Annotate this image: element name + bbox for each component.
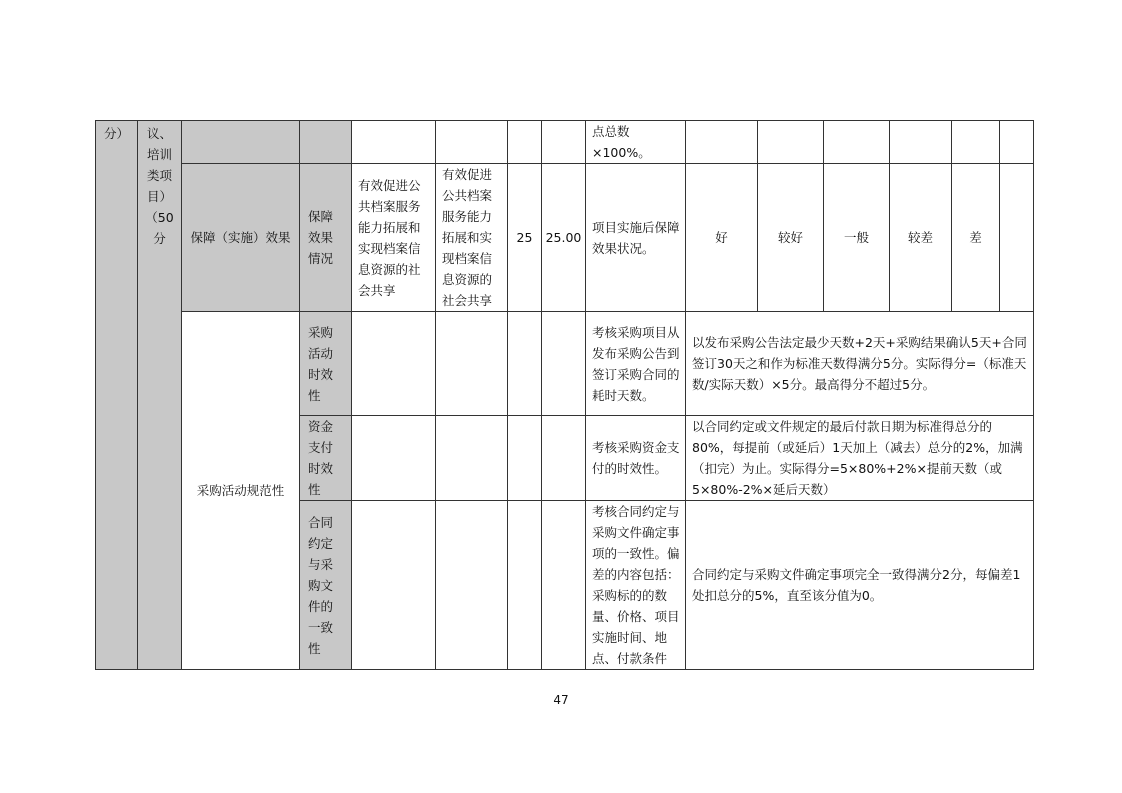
table-row — [96, 312, 1034, 416]
table-row — [96, 121, 1034, 164]
grade-cell — [824, 164, 890, 312]
target-cell — [352, 121, 436, 164]
level3-cell — [300, 312, 352, 416]
level3-label: 资金支付时效性 — [308, 419, 334, 497]
actual-cell — [436, 121, 508, 164]
criteria-cell — [686, 312, 1034, 416]
indicator-desc-cell — [586, 121, 686, 164]
weight-cell — [508, 121, 542, 164]
level2-cell — [182, 164, 300, 312]
criteria-cell — [686, 501, 1034, 670]
actual-text: 有效促进公共档案服务能力拓展和实现档案信息资源的社会共享 — [442, 167, 493, 308]
level3-label: 采购活动时效性 — [308, 324, 334, 403]
level3-cell — [300, 164, 352, 312]
level3-label: 合同约定与采购文件的一致性 — [308, 514, 334, 656]
level3-cell — [300, 501, 352, 670]
weight-cell — [508, 416, 542, 501]
evaluation-table — [95, 120, 1034, 670]
extra-cell — [1000, 121, 1034, 164]
criteria-text: 以合同约定或文件规定的最后付款日期为标准得总分的80%，每提前（或延后）1天加上（减去）总分的2%，加满（扣完）为止。实际得分=5×80%+2%×提前天数（或5×80%-2%×延后天数） — [692, 419, 1023, 497]
actual-cell — [436, 501, 508, 670]
score-cell — [542, 164, 586, 312]
grade-cell — [824, 121, 890, 164]
level1-label: 分） — [103, 126, 129, 141]
criteria-text: 以发布采购公告法定最少天数+2天+采购结果确认5天+合同签订30天之和作为标准天数得满分5分。实际得分=（标准天数/实际天数）×5分。最高得分不超过5分。 — [692, 335, 1027, 392]
level2-label: 保障（实施）效果 — [190, 230, 291, 245]
target-cell — [352, 501, 436, 670]
grade-label: 较差 — [907, 230, 933, 245]
grade-label: 差 — [969, 230, 982, 245]
indicator-desc-cell — [586, 164, 686, 312]
grade-cell — [686, 121, 758, 164]
grade-label: 较好 — [777, 230, 803, 245]
actual-cell — [436, 312, 508, 416]
indicator-desc: 考核合同约定与采购文件确定事项的一致性。偏差的内容包括：采购标的的数量、价格、项目实施时间、地点、付款条件 — [592, 504, 680, 666]
target-cell — [352, 164, 436, 312]
grade-cell — [890, 121, 952, 164]
extra-cell — [1000, 164, 1034, 312]
indicator-desc: 考核采购项目从发布采购公告到签订采购合同的耗时天数。 — [592, 324, 680, 403]
score-cell — [542, 121, 586, 164]
grade-cell — [952, 121, 1000, 164]
level3-cell — [300, 416, 352, 501]
score-cell — [542, 416, 586, 501]
page-number: 47 — [553, 693, 569, 707]
grade-label: 好 — [715, 230, 728, 245]
target-cell — [352, 312, 436, 416]
project-type-label: 议、培训类项目）（50分 — [145, 126, 174, 246]
grade-cell — [758, 121, 824, 164]
indicator-desc-cell — [586, 312, 686, 416]
score-cell — [542, 501, 586, 670]
criteria-cell — [686, 416, 1034, 501]
grade-cell — [890, 164, 952, 312]
grade-cell — [952, 164, 1000, 312]
level1-cell — [96, 121, 138, 670]
level3-label: 保障效果情况 — [308, 209, 334, 266]
indicator-desc: 考核采购资金支付的时效性。 — [592, 440, 680, 476]
score-cell — [542, 312, 586, 416]
project-type-cell — [138, 121, 182, 670]
level3-cell — [300, 121, 352, 164]
target-text: 有效促进公共档案服务能力拓展和实现档案信息资源的社会共享 — [358, 177, 421, 298]
grade-label: 一般 — [843, 230, 869, 245]
level2-cell — [182, 121, 300, 164]
actual-cell — [436, 416, 508, 501]
weight-value: 25 — [516, 230, 533, 245]
indicator-desc-cell — [586, 416, 686, 501]
indicator-desc: 项目实施后保障效果状况。 — [592, 219, 680, 256]
group-label: 采购活动规范性 — [196, 483, 285, 498]
indicator-desc: 点总数×100%。 — [592, 124, 651, 160]
weight-cell — [508, 164, 542, 312]
indicator-desc-cell — [586, 501, 686, 670]
table-row — [96, 164, 1034, 312]
weight-cell — [508, 312, 542, 416]
grade-cell — [686, 164, 758, 312]
criteria-text: 合同约定与采购文件确定事项完全一致得满分2分，每偏差1处扣总分的5%，直至该分值为0。 — [692, 567, 1021, 603]
score-value: 25.00 — [545, 230, 582, 245]
level2-cell — [182, 312, 300, 670]
target-cell — [352, 416, 436, 501]
actual-cell — [436, 164, 508, 312]
grade-cell — [758, 164, 824, 312]
weight-cell — [508, 501, 542, 670]
